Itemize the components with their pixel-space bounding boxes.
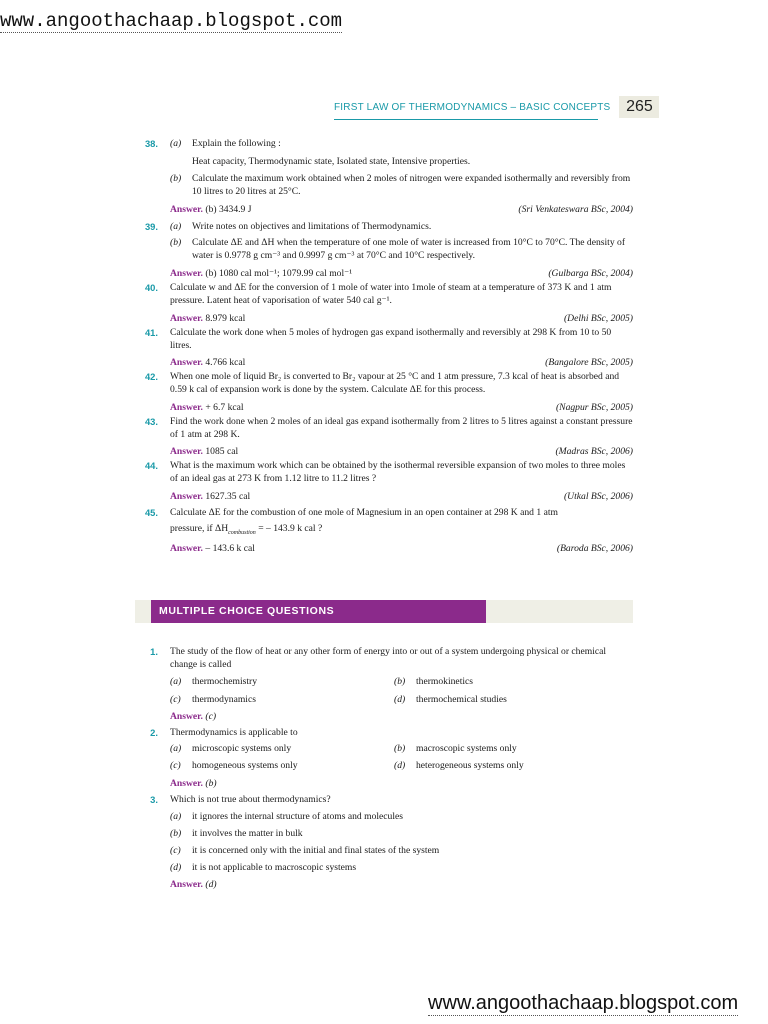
answer-source: (Bangalore BSc, 2005) [545,357,633,368]
option: (d) heterogeneous systems only [394,760,524,771]
option: (d) thermochemical studies [394,694,507,705]
mcq-banner-label: MULTIPLE CHOICE QUESTIONS [151,600,486,623]
answer-value: (d) [205,879,217,890]
question-text: Calculate w and ΔE for the conversion of 1 mole of water into 1mole of steam at a temperature of 373 K and 1 atm pressure. Latent heat of vaporisation of water 540 cal g⁻¹. [170,282,612,306]
question-number: 43. [144,416,158,427]
question-text: Write notes on objectives and limitations of Thermodynamics. [192,221,432,232]
answer-label: Answer. [170,402,203,413]
question-number: 45. [144,507,158,518]
question-text: Which is not true about thermodynamics? [170,794,331,805]
answer-source: (Utkal BSc, 2006) [563,491,633,502]
question-number: 44. [144,460,158,471]
answer-value: 1627.35 cal [205,491,251,502]
header-rule [334,119,598,120]
answer-value: – 143.6 k cal [205,543,255,554]
question-text: Calculate the work done when 5 moles of hydrogen gas expand isothermally and reversibly at 298 K from 10 to 50 litres. [170,327,612,351]
question-text: Heat capacity, Thermodynamic state, Isolated state, Intensive properties. [192,156,471,167]
option: (c) it is concerned only with the initial and final states of the system [170,845,440,856]
answer-label: Answer. [170,204,203,215]
answer-value: (c) [205,711,217,722]
question-text: Calculate the maximum work obtained when 2 moles of nitrogen were expanded isothermally and reversibly from 10 litres to 20 litres at 25°C. [192,173,631,197]
running-header [334,96,659,118]
question-text: Calculate ΔE for the combustion of one mole of Magnesium in an open container at 298 K and 1 atm [170,507,558,518]
question-text: What is the maximum work which can be obtained by the isothermal reversible expansion of two moles to three moles of an ideal gas at 273 K from 1.12 litre to 11.2 litres ? [170,460,626,484]
question-text-line2: pressure, if $\Delta H_{combustion}$ = – 143.9 k cal ? [170,523,323,536]
option: (b) it involves the matter in bulk [170,828,303,839]
question-number: 39. [144,221,158,232]
question-number: 3. [150,794,158,805]
watermark-bottom: www.angoothachaap.blogspot.com [428,992,739,1014]
question-text: Find the work done when 2 moles of an ideal gas expand isothermally from 2 litres to 5 litres against a constant pressure of 1 atm at 298 K. [170,416,633,440]
question-number: 2. [150,727,158,738]
option: (c) thermodynamics [170,694,256,705]
answer-source: (Delhi BSc, 2005) [563,313,633,324]
mcq-section-banner [135,600,633,623]
question-text: The study of the flow of heat or any other form of energy into or out of a system undergoing physical or chemical change is called [170,646,607,670]
option: (b) macroscopic systems only [394,743,517,754]
answer-label: Answer. [170,711,203,722]
answer-label: Answer. [170,491,203,502]
answer-value: (b) [205,778,217,789]
question-number: 38. [144,138,158,149]
answer-label: Answer. [170,268,203,279]
option: (a) microscopic systems only [170,743,292,754]
part-label: (b) [170,237,182,248]
question-text: Explain the following : [192,138,281,149]
part-label: (a) [170,221,182,232]
option: (c) homogeneous systems only [170,760,298,771]
chapter-title: FIRST LAW OF THERMODYNAMICS – BASIC CONCEPTS [334,101,611,113]
answer-value: 8.979 kcal [205,313,246,324]
answer-label: Answer. [170,313,203,324]
answer-label: Answer. [170,357,203,368]
answer-value: (b) 1080 cal mol⁻¹; 1079.99 cal mol⁻¹ [205,268,353,279]
question-text: When one mole of liquid Br₂ is converted to Br₂ vapour at 25 °C and 1 atm pressure, 7.3 kcal of heat is absorbed and 0.59 k cal of expansion work is done by the system. Calculate ΔE for this process. [170,371,620,395]
question-text: Thermodynamics is applicable to [170,727,298,738]
answer-value: (b) 3434.9 J [205,204,252,215]
answer-label: Answer. [170,879,203,890]
answer-source: (Nagpur BSc, 2005) [555,402,633,413]
question-number: 41. [144,327,158,338]
answer-value: + 6.7 kcal [205,402,244,413]
answer-value: 4.766 kcal [205,357,246,368]
option: (d) it is not applicable to macroscopic systems [170,862,357,873]
option: (a) it ignores the internal structure of atoms and molecules [170,811,404,822]
answer-label: Answer. [170,543,203,554]
question-number: 1. [150,646,158,657]
part-label: (b) [170,173,182,184]
answer-source: (Sri Venkateswara BSc, 2004) [518,204,633,215]
answer-label: Answer. [170,446,203,457]
question-text: Calculate ΔE and ΔH when the temperature of one mole of water is increased from 10°C to 70°C. The density of water is 0.9778 g cm⁻³ and 0.9997 g cm⁻³ at 70°C and 10°C respectively. [192,237,626,261]
page-number: 265 [619,96,659,118]
part-label: (a) [170,138,182,149]
option: (b) thermokinetics [394,676,474,687]
answer-source: (Baroda BSc, 2006) [556,543,633,554]
answer-label: Answer. [170,778,203,789]
option: (a) thermochemistry [170,676,258,687]
question-number: 40. [144,282,158,293]
answer-value: 1085 cal [205,446,239,457]
watermark-top: www.angoothachaap.blogspot.com [0,10,343,32]
question-number: 42. [144,371,158,382]
answer-source: (Gulbarga BSc, 2004) [548,268,633,279]
answer-source: (Madras BSc, 2006) [555,446,633,457]
